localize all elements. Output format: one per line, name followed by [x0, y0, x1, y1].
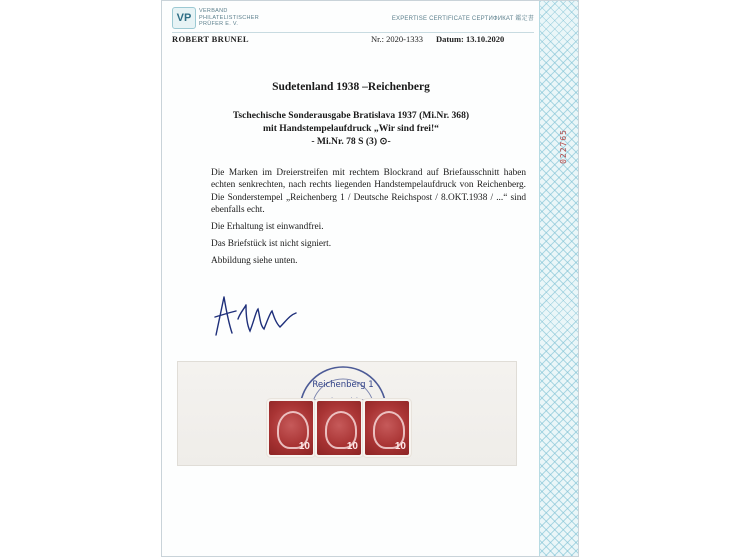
- org-line-1: VERBAND: [199, 8, 228, 14]
- subtitle-line-2: mit Handstempelaufdruck „Wir sind frei!“: [263, 123, 439, 134]
- body-paragraph-4: Abbildung siehe unten.: [211, 256, 298, 267]
- certificate-meta: [172, 31, 534, 47]
- certificate-header: [172, 5, 534, 31]
- body-paragraph-3: Das Briefstück ist nicht signiert.: [211, 239, 332, 250]
- nr-label: Nr.:: [371, 34, 384, 44]
- certificate-body: [211, 167, 526, 272]
- certificate-date: [436, 34, 504, 44]
- organization-name: [199, 8, 259, 28]
- subtitle-line-3: - Mi.Nr. 78 S (3) ⊙-: [311, 136, 391, 147]
- stamp-value: 10: [346, 441, 358, 452]
- stamp-3: [365, 401, 409, 455]
- certificate-subtitle: [162, 109, 540, 148]
- certificate-serial-number: 022765: [559, 129, 568, 164]
- body-paragraph-2: Die Erhaltung ist einwandfrei.: [211, 222, 324, 233]
- stamp-value: 10: [298, 441, 310, 452]
- subtitle-line-1: Tschechische Sonderausgabe Bratislava 1937 (Mi.Nr. 368): [232, 110, 470, 121]
- org-line-2: PHILATELISTISCHER: [199, 14, 260, 21]
- handwritten-signature: [210, 291, 300, 341]
- org-line-3: PRÜFER E. V.: [199, 21, 239, 27]
- certificate-title: Sudetenland 1938 –Reichenberg: [272, 81, 430, 93]
- document-type-labels: EXPERTISE CERTIFICATE СЕРТИФИКАТ 鑑定書: [391, 16, 534, 22]
- expert-name: ROBERT BRUNEL: [172, 34, 249, 44]
- certificate-sheet: [161, 0, 579, 557]
- stamp-2: [317, 401, 361, 455]
- certificate-number: [371, 34, 423, 44]
- postmark-text-1: Reichenberg 1: [312, 380, 374, 390]
- stamp-value: 10: [394, 441, 406, 452]
- vp-logo: VP: [172, 7, 196, 29]
- nr-value: 2020-1333: [386, 34, 423, 44]
- security-border: [539, 1, 578, 557]
- date-label: Datum:: [436, 34, 464, 44]
- date-value: 13.10.2020: [465, 34, 505, 44]
- body-paragraph-1: Die Marken im Dreierstreifen mit rechtem Blockrand auf Briefausschnitt haben echten senkrechten, nach rechts liegenden Handstempelaufdruck von Reichenberg. Die Sonderstempel „Reichenberg 1 / Deutsche Reichspost / 8.OKT.1938 / ...“ sind ebenfalls echt.: [211, 168, 526, 216]
- stamp-1: [269, 401, 313, 455]
